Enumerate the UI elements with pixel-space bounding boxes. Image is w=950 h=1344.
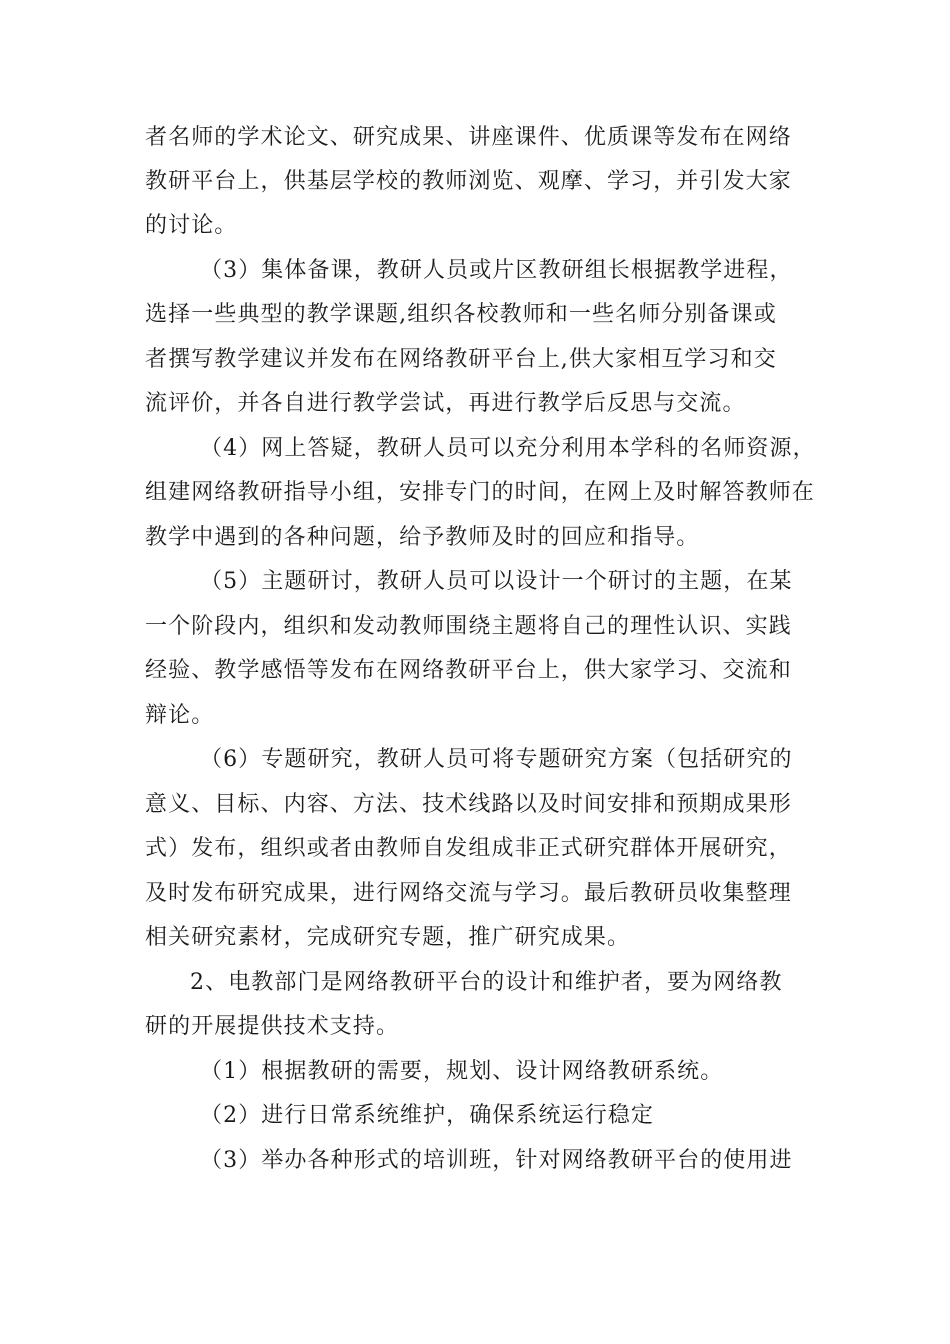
text-line: 者名师的学术论文、研究成果、讲座课件、优质课等发布在网络 <box>145 125 792 150</box>
text-line: （4）网上答疑，教研人员可以充分利用本学科的名师资源， <box>200 436 816 461</box>
text-line: 的讨论。 <box>145 213 238 238</box>
text-line: 流评价，并各自进行教学尝试，再进行教学后反思与交流。 <box>145 391 746 416</box>
text-line: 意义、目标、内容、方法、技术线路以及时间安排和预期成果形 <box>145 792 792 817</box>
text-line: （6）专题研究，教研人员可将专题研究方案（包括研究的 <box>200 747 793 772</box>
text-line: （1）根据教研的需要，规划、设计网络教研系统。 <box>200 1059 724 1084</box>
text-line: （3）举办各种形式的培训班，针对网络教研平台的使用进 <box>200 1148 793 1173</box>
text-line: 组建网络教研指导小组，安排专门的时间，在网上及时解答教师在 <box>145 480 815 505</box>
text-line: 研的开展提供技术支持。 <box>145 1014 400 1039</box>
text-line: 教学中遇到的各种问题，给予教师及时的回应和指导。 <box>145 525 700 550</box>
text-line: 及时发布研究成果，进行网络交流与学习。最后教研员收集整理 <box>145 881 792 906</box>
text-line: （2）进行日常系统维护，确保系统运行稳定 <box>200 1103 654 1128</box>
text-line: （3）集体备课，教研人员或片区教研组长根据教学进程， <box>200 258 793 283</box>
text-line: 一个阶段内，组织和发动教师围绕主题将自己的理性认识、实践 <box>145 614 792 639</box>
text-line: 经验、教学感悟等发布在网络教研平台上，供大家学习、交流和 <box>145 658 792 683</box>
text-line: 2、电教部门是网络教研平台的设计和维护者，要为网络教 <box>190 970 783 995</box>
text-line: （5）主题研讨，教研人员可以设计一个研讨的主题，在某 <box>200 569 793 594</box>
text-line: 式）发布，组织或者由教师自发组成非正式研究群体开展研究， <box>145 836 792 861</box>
text-line: 辩论。 <box>145 703 215 728</box>
text-line: 者撰写教学建议并发布在网络教研平台上,供大家相互学习和交 <box>145 347 777 372</box>
text-line: 相关研究素材，完成研究专题，推广研究成果。 <box>145 925 631 950</box>
text-line: 选择一些典型的教学课题,组织各校教师和一些名师分别备课或 <box>145 302 777 327</box>
text-line: 教研平台上，供基层学校的教师浏览、观摩、学习，并引发大家 <box>145 169 792 194</box>
